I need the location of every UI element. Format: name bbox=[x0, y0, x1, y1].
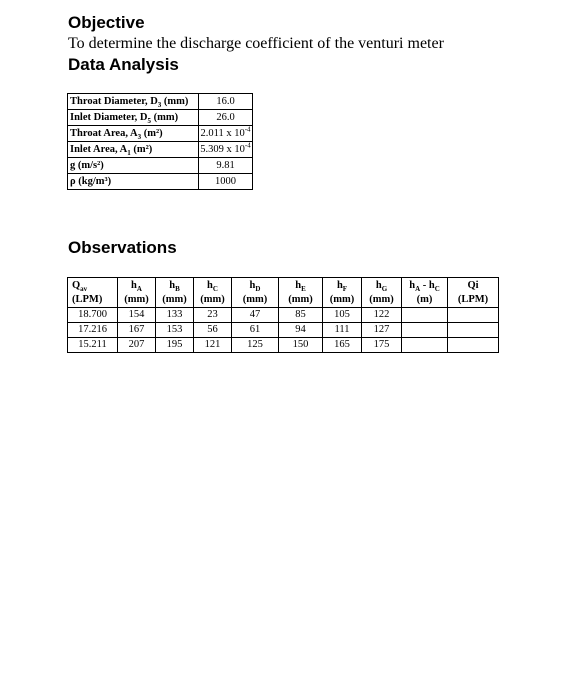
symbol-text: h bbox=[249, 280, 256, 291]
table-cell: 207 bbox=[118, 338, 156, 353]
column-header bbox=[279, 278, 323, 308]
header-symbol bbox=[280, 279, 321, 293]
table-cell: 127 bbox=[362, 323, 402, 338]
header-unit: (mm) bbox=[242, 294, 268, 305]
header-symbol bbox=[195, 279, 230, 293]
objective-heading: Objective bbox=[68, 13, 145, 32]
symbol-text: h bbox=[409, 280, 416, 291]
parameter-label bbox=[68, 110, 199, 126]
parameter-label bbox=[68, 174, 199, 190]
table-cell bbox=[402, 308, 448, 323]
header-unit: (m) bbox=[416, 294, 433, 305]
parameter-label bbox=[68, 94, 199, 110]
symbol-subscript: A bbox=[136, 285, 142, 294]
table-cell bbox=[448, 338, 499, 353]
value-exponent: -4 bbox=[244, 141, 251, 150]
header-unit: (mm) bbox=[369, 294, 394, 305]
value-exponent: -4 bbox=[244, 125, 251, 134]
column-header bbox=[232, 278, 279, 308]
data-row bbox=[68, 158, 253, 174]
symbol-tail: - h bbox=[420, 280, 435, 291]
column-header bbox=[362, 278, 402, 308]
symbol-text: Q bbox=[72, 280, 81, 291]
header-unit: (mm) bbox=[288, 294, 313, 305]
label-text: g (m/s²) bbox=[70, 160, 104, 171]
label-unit: (m²) bbox=[141, 128, 163, 139]
symbol-text: h bbox=[131, 280, 137, 291]
objective-text: To determine the discharge coefficient of the venturi meter bbox=[68, 35, 444, 52]
label-text: Throat Diameter, D bbox=[70, 96, 158, 107]
label-unit: (m²) bbox=[130, 144, 153, 155]
symbol-subscript: G bbox=[381, 285, 388, 294]
header-unit: (LPM) bbox=[72, 294, 103, 305]
symbol-subscript: av bbox=[80, 285, 88, 294]
value-text: 26.0 bbox=[216, 112, 235, 123]
column-header bbox=[323, 278, 362, 308]
table-cell: 85 bbox=[279, 308, 323, 323]
observations-heading: Observations bbox=[68, 238, 177, 257]
data-analysis-heading: Data Analysis bbox=[68, 55, 179, 74]
data-analysis-table bbox=[67, 93, 253, 190]
header-symbol bbox=[157, 279, 192, 293]
symbol-text: h bbox=[375, 280, 382, 291]
table-cell: 105 bbox=[323, 308, 362, 323]
symbol-subscript: F bbox=[342, 285, 348, 294]
table-row bbox=[68, 338, 499, 353]
data-row bbox=[68, 110, 253, 126]
data-row bbox=[68, 142, 253, 158]
parameter-value bbox=[199, 94, 253, 110]
table-cell: 175 bbox=[362, 338, 402, 353]
table-row bbox=[68, 323, 499, 338]
symbol-text: h bbox=[207, 280, 213, 291]
table-cell: 165 bbox=[323, 338, 362, 353]
value-text: 1000 bbox=[215, 176, 236, 187]
value-text: 9.81 bbox=[216, 160, 235, 171]
header-symbol bbox=[324, 279, 360, 293]
header-symbol bbox=[233, 279, 277, 293]
table-cell: 153 bbox=[156, 323, 194, 338]
value-text: 2.011 x 10 bbox=[200, 128, 245, 139]
parameter-value bbox=[199, 142, 253, 158]
table-cell: 154 bbox=[118, 308, 156, 323]
table-cell: 121 bbox=[194, 338, 232, 353]
symbol-text: h bbox=[295, 280, 302, 291]
parameter-value bbox=[199, 158, 253, 174]
table-cell: 47 bbox=[232, 308, 279, 323]
table-row bbox=[68, 308, 499, 323]
header-unit: (mm) bbox=[124, 294, 149, 305]
symbol-subscript: E bbox=[301, 285, 306, 294]
parameter-value bbox=[199, 126, 253, 142]
table-cell: 150 bbox=[279, 338, 323, 353]
label-unit: (mm) bbox=[161, 96, 189, 107]
value-text: 16.0 bbox=[216, 96, 235, 107]
label-subscript: 3 bbox=[137, 133, 142, 142]
table-cell: 167 bbox=[118, 323, 156, 338]
data-row bbox=[68, 174, 253, 190]
header-symbol bbox=[403, 279, 446, 293]
table-cell: 23 bbox=[194, 308, 232, 323]
data-row bbox=[68, 126, 253, 142]
symbol-text: Qi bbox=[467, 280, 479, 291]
value-text: 5.309 x 10 bbox=[200, 144, 245, 155]
column-header bbox=[156, 278, 194, 308]
table-cell bbox=[402, 323, 448, 338]
table-cell: 122 bbox=[362, 308, 402, 323]
symbol-text: h bbox=[169, 280, 176, 291]
header-symbol bbox=[449, 279, 497, 293]
label-text: Inlet Area, A bbox=[70, 144, 128, 155]
table-cell: 56 bbox=[194, 323, 232, 338]
observations-table bbox=[67, 277, 499, 353]
symbol-subscript: D bbox=[255, 285, 261, 294]
symbol-subscript: C bbox=[212, 285, 218, 294]
table-cell bbox=[448, 308, 499, 323]
label-text: Inlet Diameter, D bbox=[70, 112, 148, 123]
label-text: ρ (kg/m³) bbox=[70, 176, 112, 187]
data-row bbox=[68, 94, 253, 110]
label-subscript: 3 bbox=[157, 101, 162, 110]
parameter-label bbox=[68, 126, 199, 142]
table-cell: 17.216 bbox=[68, 323, 118, 338]
header-symbol bbox=[72, 279, 116, 293]
symbol-subscript: C bbox=[434, 285, 440, 294]
table-cell: 61 bbox=[232, 323, 279, 338]
column-header bbox=[68, 278, 118, 308]
table-cell bbox=[402, 338, 448, 353]
table-cell: 195 bbox=[156, 338, 194, 353]
label-subscript: 5 bbox=[147, 117, 151, 126]
column-header bbox=[402, 278, 448, 308]
parameter-label bbox=[68, 158, 199, 174]
header-unit: (mm) bbox=[329, 294, 355, 305]
table-cell: 125 bbox=[232, 338, 279, 353]
column-header bbox=[194, 278, 232, 308]
header-unit: (mm) bbox=[162, 294, 187, 305]
symbol-text: h bbox=[336, 280, 343, 291]
symbol-subscript: B bbox=[175, 285, 180, 294]
parameter-label bbox=[68, 142, 199, 158]
column-header bbox=[118, 278, 156, 308]
table-cell bbox=[448, 323, 499, 338]
symbol-subscript: A bbox=[415, 285, 421, 294]
table-cell: 133 bbox=[156, 308, 194, 323]
parameter-value bbox=[199, 110, 253, 126]
table-cell: 18.700 bbox=[68, 308, 118, 323]
table-cell: 94 bbox=[279, 323, 323, 338]
column-header bbox=[448, 278, 499, 308]
header-unit: (LPM) bbox=[457, 294, 489, 305]
header-symbol bbox=[363, 279, 400, 293]
label-unit: (mm) bbox=[150, 112, 179, 123]
header-unit: (mm) bbox=[200, 294, 225, 305]
label-text: Throat Area, A bbox=[70, 128, 138, 139]
table-cell: 111 bbox=[323, 323, 362, 338]
table-cell: 15.211 bbox=[68, 338, 118, 353]
label-subscript: 1 bbox=[127, 149, 131, 158]
parameter-value bbox=[199, 174, 253, 190]
header-symbol bbox=[119, 279, 154, 293]
